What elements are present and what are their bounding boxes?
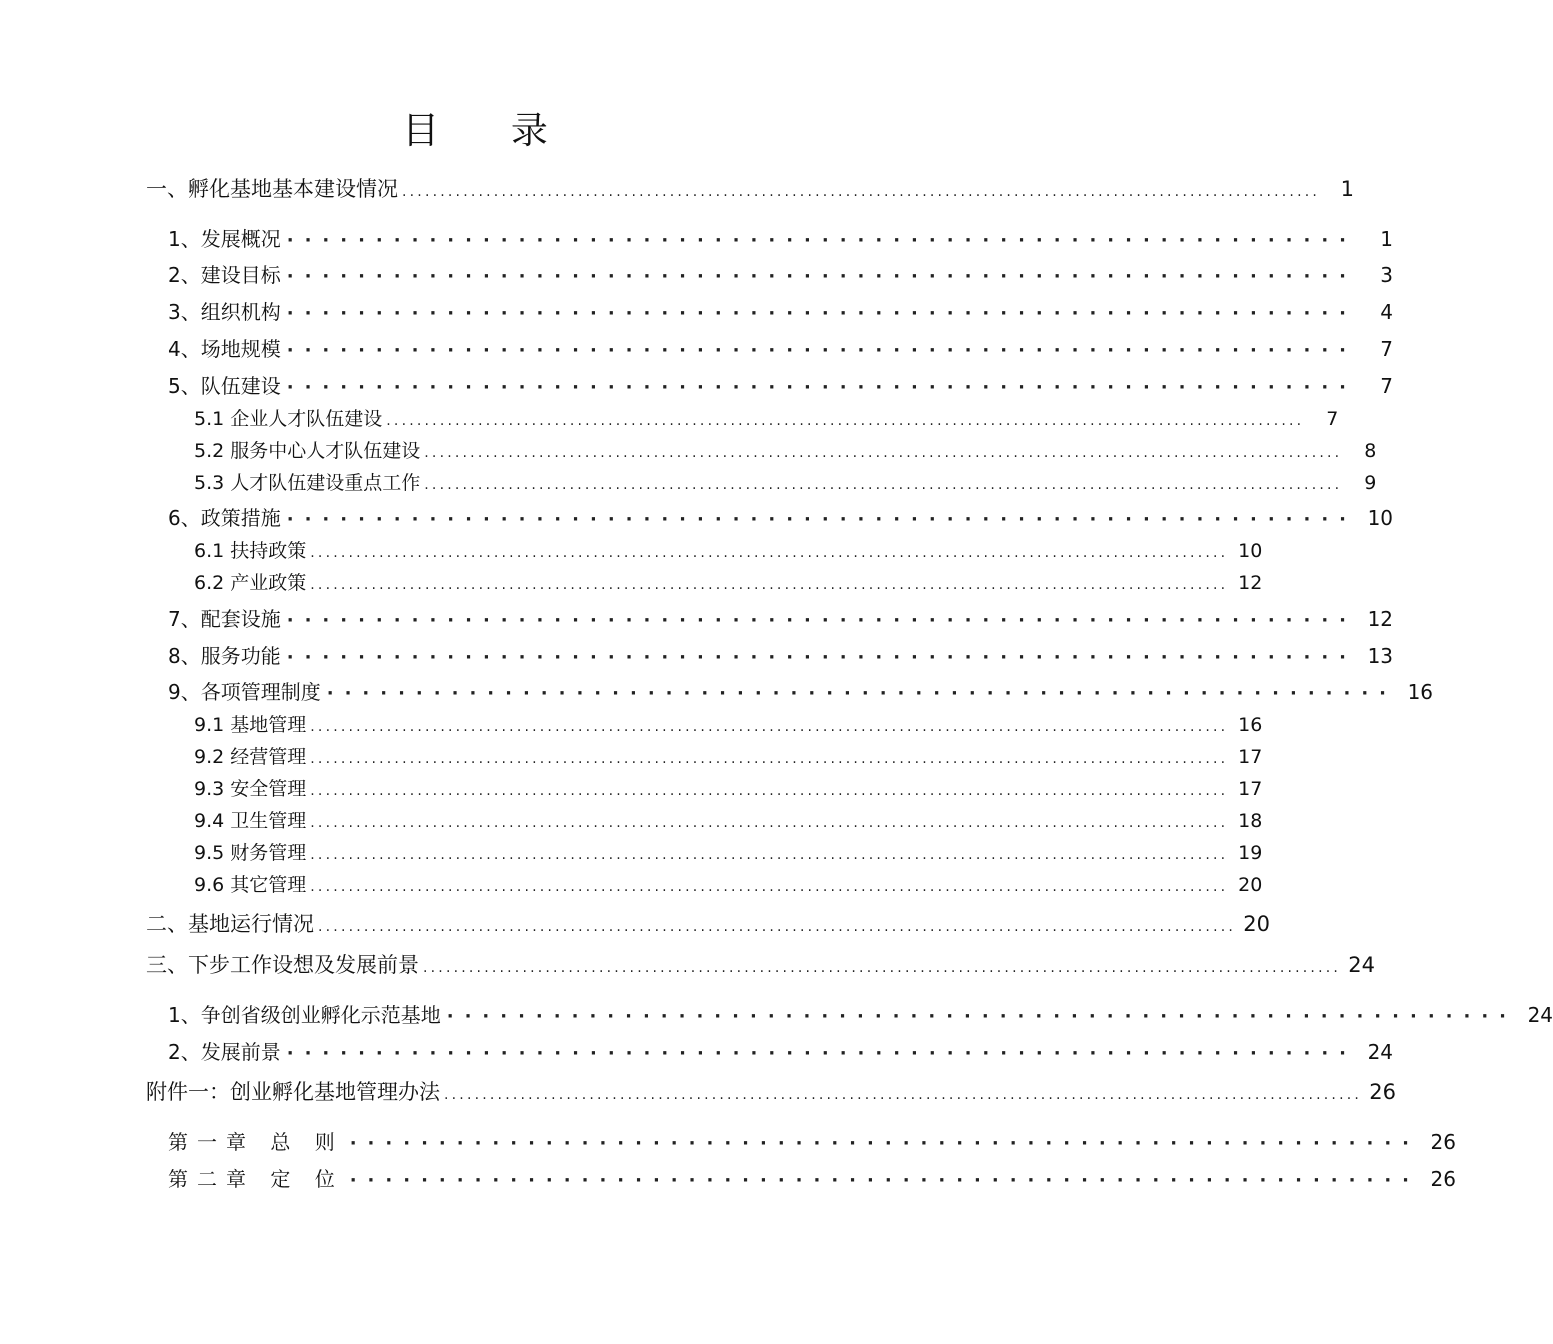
- dot-leader: ........................................................................................................................: [310, 847, 1229, 863]
- dot-leader: ····························································: [349, 1133, 1420, 1154]
- toc-entry-page: 16: [1238, 714, 1263, 736]
- toc-entry-page: 24: [1348, 953, 1376, 977]
- toc-entry[interactable]: [168, 603, 1394, 632]
- toc-entry[interactable]: [168, 333, 1394, 362]
- toc-entry[interactable]: [194, 838, 1263, 865]
- toc-entry-label: 3、组织机构: [168, 300, 281, 324]
- dot-leader: ........................................................................................................................: [402, 184, 1321, 200]
- toc-entry-label: 2、建设目标: [168, 263, 281, 287]
- toc-entry-label: 7、配套设施: [168, 607, 281, 631]
- toc-entry-page: 13: [1367, 644, 1394, 668]
- toc-entry-label: 9.3 安全管理: [194, 778, 307, 800]
- toc-entry-page: 3: [1380, 263, 1394, 287]
- toc-entry-label: 1、争创省级创业孵化示范基地: [168, 1003, 441, 1027]
- dot-leader: ····························································: [446, 1006, 1518, 1027]
- toc-entry-page: 8: [1364, 440, 1377, 462]
- toc-entry[interactable]: [194, 568, 1263, 595]
- toc-entry[interactable]: [194, 536, 1263, 563]
- toc-entry-label: 第二章 定 位: [168, 1167, 344, 1191]
- toc-entry[interactable]: [194, 710, 1263, 737]
- toc-entry-page: 7: [1326, 408, 1339, 430]
- toc-entry[interactable]: [146, 908, 1271, 938]
- toc-entry-page: 26: [1430, 1130, 1456, 1154]
- toc-entry[interactable]: [194, 870, 1263, 897]
- dot-leader: ........................................................................................................................: [386, 413, 1305, 429]
- toc-entry-label: 附件一：创业孵化基地管理办法: [146, 1080, 440, 1104]
- toc-entry-page: 1: [1380, 227, 1394, 251]
- toc-entry-page: 10: [1238, 540, 1263, 562]
- toc-entry-page: 20: [1243, 912, 1271, 936]
- toc-entry-label: 5.2 服务中心人才队伍建设: [194, 440, 421, 462]
- toc-entry-page: 12: [1238, 572, 1263, 594]
- toc-entry-label: 9.2 经营管理: [194, 746, 307, 768]
- toc-entry-page: 20: [1238, 874, 1263, 896]
- toc-entry[interactable]: [168, 676, 1434, 705]
- toc-entry[interactable]: [146, 173, 1355, 203]
- toc-entry-page: 7: [1380, 374, 1394, 398]
- toc-entry-label: 5.3 人才队伍建设重点工作: [194, 472, 421, 494]
- toc-entry[interactable]: [168, 1036, 1394, 1065]
- toc-entry-label: 6、政策措施: [168, 506, 281, 530]
- dot-leader: ........................................................................................................................: [310, 783, 1229, 799]
- toc-entry-page: 17: [1238, 746, 1263, 768]
- dot-leader: ........................................................................................................................: [444, 1087, 1363, 1103]
- dot-leader: ........................................................................................................................: [310, 719, 1229, 735]
- toc-entry-label: 4、场地规模: [168, 337, 281, 361]
- toc-entry[interactable]: [168, 259, 1394, 288]
- toc-entry-page: 19: [1238, 842, 1263, 864]
- toc-entry-page: 10: [1367, 506, 1394, 530]
- dot-leader: ····························································: [286, 340, 1358, 361]
- toc-entry-page: 1: [1340, 177, 1355, 201]
- toc-entry-label: 9.5 财务管理: [194, 842, 307, 864]
- toc-entry[interactable]: [168, 296, 1394, 325]
- toc-entry-page: 16: [1407, 680, 1434, 704]
- toc-entry-page: 17: [1238, 778, 1263, 800]
- toc-entry-label: 1、发展概况: [168, 227, 281, 251]
- toc-entry-label: 8、服务功能: [168, 644, 281, 668]
- dot-leader: ····························································: [286, 230, 1358, 251]
- dot-leader: ····························································: [286, 303, 1358, 324]
- toc-entry-label: 6.2 产业政策: [194, 572, 307, 594]
- dot-leader: ····························································: [349, 1170, 1420, 1191]
- toc-entry-label: 5、队伍建设: [168, 374, 281, 398]
- toc-entry[interactable]: [168, 999, 1553, 1028]
- dot-leader: ........................................................................................................................: [310, 545, 1229, 561]
- dot-leader: ····························································: [326, 683, 1398, 704]
- toc-entry-page: 4: [1380, 300, 1394, 324]
- toc-entry-page: 24: [1367, 1040, 1394, 1064]
- toc-entry[interactable]: [194, 742, 1263, 769]
- dot-leader: ····························································: [286, 610, 1358, 631]
- dot-leader: ····························································: [286, 266, 1358, 287]
- dot-leader: ........................................................................................................................: [424, 445, 1343, 461]
- toc-entry-label: 6.1 扶持政策: [194, 540, 307, 562]
- toc-entry-page: 7: [1380, 337, 1394, 361]
- toc-entry-label: 9.4 卫生管理: [194, 810, 307, 832]
- toc-entry[interactable]: [194, 436, 1377, 463]
- toc-entry-label: 一、孵化基地基本建设情况: [146, 177, 398, 201]
- dot-leader: ........................................................................................................................: [310, 879, 1229, 895]
- dot-leader: ····························································: [286, 377, 1358, 398]
- dot-leader: ····························································: [286, 647, 1358, 668]
- toc-entry[interactable]: [168, 223, 1394, 252]
- toc-entry-label: 5.1 企业人才队伍建设: [194, 408, 383, 430]
- dot-leader: ........................................................................................................................: [310, 577, 1229, 593]
- dot-leader: ........................................................................................................................: [318, 919, 1237, 935]
- toc-entry[interactable]: [146, 1076, 1397, 1106]
- toc-entry[interactable]: [168, 370, 1394, 399]
- toc-entry-label: 二、基地运行情况: [146, 912, 314, 936]
- toc-entry-label: 9.6 其它管理: [194, 874, 307, 896]
- dot-leader: ····························································: [286, 509, 1358, 530]
- toc-entry-page: 24: [1527, 1003, 1553, 1027]
- dot-leader: ........................................................................................................................: [310, 751, 1229, 767]
- toc-entry-label: 9、各项管理制度: [168, 680, 321, 704]
- toc-entry-page: 12: [1367, 607, 1394, 631]
- toc-entry-page: 26: [1369, 1080, 1397, 1104]
- dot-leader: ........................................................................................................................: [424, 477, 1343, 493]
- toc-entry[interactable]: [168, 1126, 1456, 1155]
- toc-entry-page: 9: [1364, 472, 1377, 494]
- toc-entry[interactable]: [168, 502, 1394, 531]
- toc-entry[interactable]: [194, 404, 1339, 431]
- toc-entry-page: 26: [1430, 1167, 1456, 1191]
- toc-entry[interactable]: [194, 806, 1263, 833]
- toc-entry-label: 三、下步工作设想及发展前景: [146, 953, 419, 977]
- toc-entry[interactable]: [168, 640, 1394, 669]
- toc-entry[interactable]: [194, 468, 1377, 495]
- toc-entry[interactable]: [146, 949, 1376, 979]
- page-title: 目 录: [402, 109, 578, 152]
- toc-entry[interactable]: [168, 1163, 1456, 1192]
- dot-leader: ........................................................................................................................: [310, 815, 1229, 831]
- toc-entry[interactable]: [194, 774, 1263, 801]
- dot-leader: ........................................................................................................................: [423, 960, 1342, 976]
- toc-entry-label: 第一章 总 则: [168, 1130, 344, 1154]
- toc-entry-page: 18: [1238, 810, 1263, 832]
- dot-leader: ····························································: [286, 1043, 1358, 1064]
- toc-entry-label: 2、发展前景: [168, 1040, 281, 1064]
- toc-entry-label: 9.1 基地管理: [194, 714, 307, 736]
